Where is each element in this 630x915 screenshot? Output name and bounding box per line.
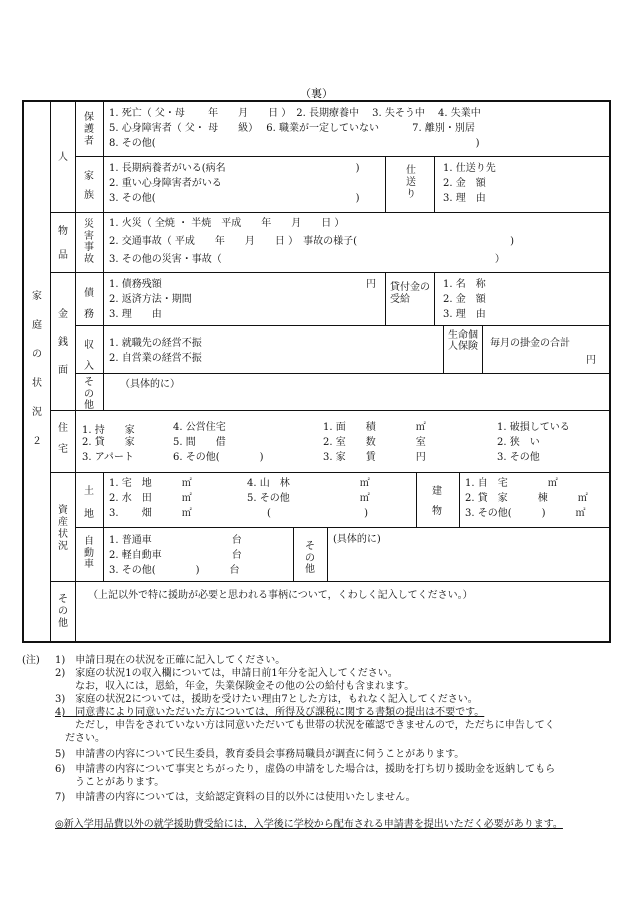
- disaster-line-3: 3. その他の災害・事故（ ）: [109, 254, 505, 265]
- house-col-2-line-1: 4. 公営住宅: [173, 422, 226, 433]
- car-other-text: (具体的に): [333, 534, 381, 545]
- col-divider-lender: [434, 272, 435, 325]
- lender-line-2: 2. 金 額: [443, 294, 486, 305]
- note-item: 5) 申請書の内容について民生委員，教育委員会事務局職員が調査に伺うことがあります。: [55, 749, 465, 760]
- remit-line-2: 2. 金 額: [443, 178, 486, 189]
- row-divider-house: [50, 472, 610, 473]
- income-line-1: 1. 就職先の経営不振: [109, 338, 202, 349]
- col-divider-debt: [385, 272, 386, 325]
- label-remittance: 仕送り: [406, 165, 416, 200]
- label-car: 自動車: [84, 536, 94, 570]
- section-label-family-status: 家庭の状況２: [32, 291, 42, 447]
- debt-line-1: 1. 債務残額: [109, 279, 162, 290]
- insurance-text: 毎月の掛金の合計: [490, 338, 570, 349]
- house-col-3-line-2: 2. 室 数 室: [323, 437, 426, 448]
- label-goods: 物品: [58, 226, 68, 261]
- notes-head: (注): [22, 655, 40, 666]
- table-border-left: [22, 100, 24, 643]
- insurance-yen: 円: [586, 355, 596, 366]
- label-money: 金銭面: [58, 309, 68, 376]
- debt-yen: 円: [366, 279, 376, 290]
- guardian-line-1: 1. 死亡（ 父・母 年 月 日 ） 2. 長期療養中 3. 失そう中 4. 失業中: [109, 108, 481, 119]
- land-col-2-line-1: 4. 山 林 ㎡: [247, 478, 370, 489]
- family-line-1: 1. 長期病養者がいる(病名 ): [109, 163, 360, 174]
- row-divider-asset: [50, 581, 610, 582]
- lender-line-3: 3. 理 由: [443, 309, 486, 320]
- note-item: ただし，申告をされていない方は同意いただいても世帯の状況を確認できませんので，ただちに申告してく: [55, 720, 555, 731]
- lender-line-1: 1. 名 称: [443, 279, 486, 290]
- label-asset: 資産状況: [58, 505, 68, 552]
- table-border-top: [22, 100, 611, 102]
- note-item: 7) 申請書の内容については，支給認定資料の目的以外には使用いたしません。: [55, 792, 416, 803]
- col-divider-car: [293, 527, 294, 581]
- label-lender: 貸付金の受給: [390, 282, 430, 305]
- money-other-text: （具体的に）: [120, 379, 180, 390]
- row-divider-debt: [75, 325, 610, 326]
- label-building: 建物: [432, 486, 442, 517]
- house-col-3-line-3: 3. 家 賃 円: [323, 452, 426, 463]
- car-line-2: 2. 軽自動車 台: [109, 550, 242, 561]
- notes-footer: ◎新入学用品費以外の就学援助費受給には，入学後に学校から配布される申請書を提出いただく必要があります。: [55, 819, 563, 830]
- house-col-1-line-2: 2. 貸 家: [82, 437, 135, 448]
- col-divider-income: [443, 325, 444, 373]
- car-line-1: 1. 普通車 台: [109, 535, 242, 546]
- land-col-1-line-2: 2. 水 田 ㎡: [109, 493, 192, 504]
- house-col-2-line-3: 6. その他( ): [173, 452, 264, 463]
- row-divider-land: [75, 527, 610, 528]
- other-row-text: （上記以外で特に援助が必要と思われる事柄について，くわしく記入してください。）: [88, 590, 473, 601]
- family-line-3: 3. その他( ): [109, 193, 360, 204]
- disaster-line-1: 1. 火災（ 全焼 ・ 半焼 平成 年 月 日 ）: [109, 218, 345, 229]
- debt-line-3: 3. 理 由: [109, 309, 162, 320]
- label-disaster: 災害事故: [84, 219, 94, 265]
- col-divider-remit: [434, 156, 435, 212]
- building-line-2: 2. 貸 家 棟 ㎡: [465, 493, 588, 504]
- label-land: 土地: [84, 486, 94, 520]
- family-line-2: 2. 重い心身障害者がいる: [109, 178, 222, 189]
- label-life-insurance: 生命個人保険: [448, 330, 478, 353]
- note-item: 1) 申請日現在の状況を正確に記入してください。: [55, 655, 286, 666]
- house-col-4-line-1: 1. 破損している: [497, 422, 570, 433]
- row-divider-income: [75, 373, 610, 374]
- land-col-2-line-3: ( ): [247, 508, 368, 519]
- building-line-3: 3. その他( ) ㎡: [465, 508, 586, 519]
- note-item: 6) 申請書の内容について事実とちがったり，虚偽の申請をした場合は，援助を打ち切り援助金を返納してもら: [55, 764, 556, 775]
- col-divider-building: [459, 472, 460, 527]
- guardian-line-3: 8. その他( ): [109, 138, 480, 149]
- car-line-3: 3. その他( ) 台: [109, 565, 240, 576]
- note-item: 2) 家庭の状況1の収入欄については，申請日前1年分を記入してください。: [55, 668, 398, 679]
- col-divider-land: [416, 472, 417, 527]
- label-other: その他: [58, 594, 68, 629]
- house-col-1-line-1: 1. 持 家: [82, 425, 135, 436]
- table-border-bottom: [22, 641, 611, 643]
- col-divider-1: [50, 101, 51, 642]
- house-col-1-line-3: 3. アパート: [82, 452, 134, 463]
- building-line-1: 1. 自 宅 ㎡: [465, 478, 558, 489]
- label-house: 住宅: [58, 423, 68, 455]
- row-divider-guardian: [75, 156, 610, 157]
- house-col-4-line-2: 2. 狭 い: [497, 437, 540, 448]
- label-guardian: 保護者: [84, 112, 94, 147]
- house-col-4-line-3: 3. その他: [497, 452, 540, 463]
- disaster-line-2: 2. 交通事故（ 平成 年 月 日 ） 事故の様子( ): [109, 236, 515, 247]
- col-divider-insurance: [482, 325, 483, 373]
- label-family: 家族: [84, 171, 94, 201]
- col-divider-3: [103, 101, 104, 410]
- row-divider-person: [50, 212, 610, 213]
- note-item: ださい。: [55, 733, 105, 744]
- page-title: （裏）: [300, 87, 333, 100]
- label-income: 収入: [84, 340, 94, 372]
- col-divider-car-other: [327, 527, 328, 581]
- row-divider-goods: [50, 272, 610, 273]
- label-debt: 債務: [84, 288, 94, 320]
- label-money-other: その他: [84, 377, 94, 411]
- label-person: 人: [58, 152, 68, 163]
- note-item: 3) 家庭の状況2については，援助を受けたい理由7とした方は，もれなく記入してください。: [55, 694, 478, 705]
- guardian-line-2: 5. 心身障害者（ 父・ 母 級） 6. 職業が一定していない 7. 離別・別居: [109, 123, 475, 134]
- remit-line-1: 1. 仕送り先: [443, 163, 496, 174]
- income-line-2: 2. 自営業の経営不振: [109, 353, 202, 364]
- note-item: なお，収入には，恩給，年金，失業保険金その他の公の給付も含まれます。: [55, 681, 415, 692]
- note-item: 4) 同意書により同意いただいた方については，所得及び課税に関する書類の提出は不要です。: [55, 707, 485, 718]
- debt-line-2: 2. 返済方法・期間: [109, 294, 192, 305]
- table-border-right: [609, 100, 611, 643]
- note-item: うことがあります。: [55, 777, 165, 788]
- land-col-1-line-1: 1. 宅 地 ㎡: [109, 478, 192, 489]
- label-car-other: その他: [305, 541, 315, 575]
- land-col-2-line-2: 5. その他 ㎡: [247, 493, 370, 504]
- land-col-1-line-3: 3. 畑 ㎡: [109, 508, 192, 519]
- house-col-2-line-2: 5. 間 借: [173, 437, 226, 448]
- remit-line-3: 3. 理 由: [443, 193, 486, 204]
- col-divider-family: [385, 156, 386, 212]
- col-divider-2: [75, 101, 76, 642]
- house-col-3-line-1: 1. 面 積 ㎡: [323, 422, 426, 433]
- row-divider-money: [50, 410, 610, 411]
